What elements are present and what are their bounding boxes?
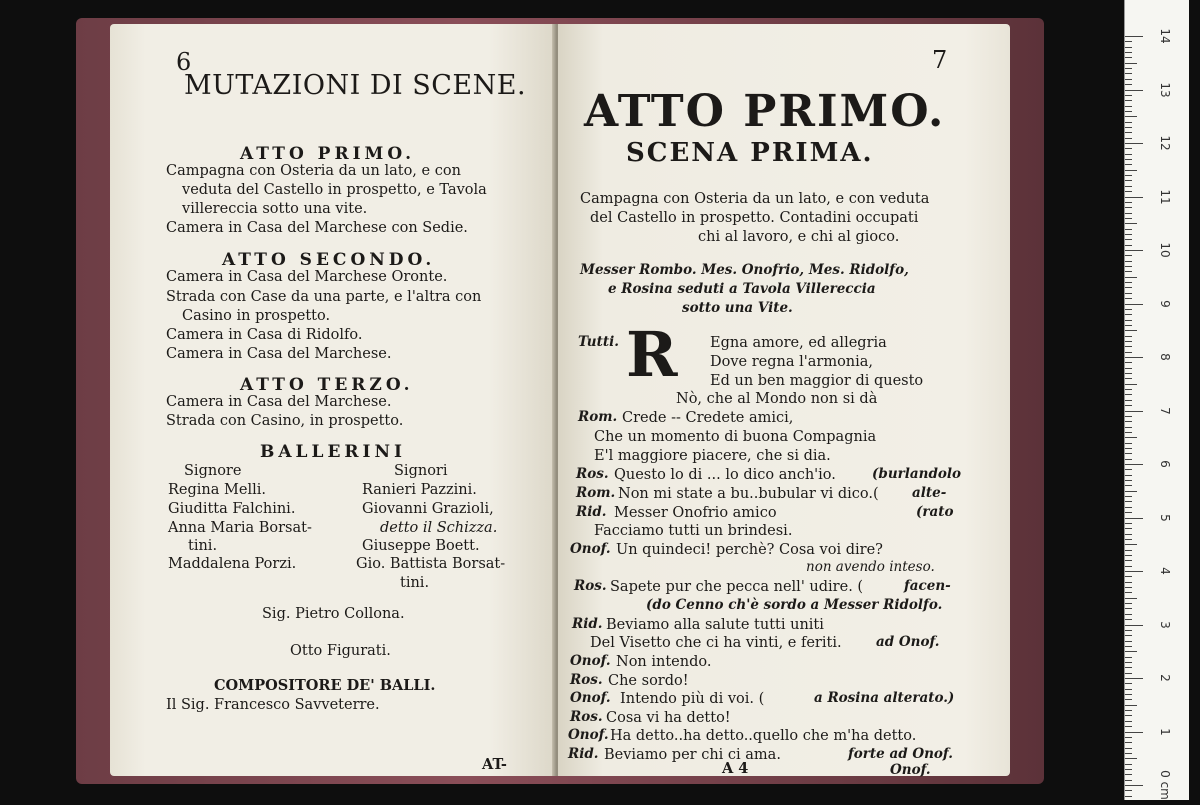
dancer-name: Anna Maria Borsat- — [168, 520, 312, 536]
stage-direction: ad Onof. — [876, 634, 940, 650]
ruler-tick — [1125, 341, 1132, 342]
dancer-name: Giuseppe Boett. — [362, 538, 480, 554]
scene-line: Camera in Casa del Marchese. — [166, 394, 392, 410]
ruler-tick — [1125, 73, 1132, 74]
ruler-tick — [1125, 148, 1132, 149]
ruler-number: 10 — [1158, 242, 1172, 258]
dancer-name: Ranieri Pazzini. — [362, 482, 477, 498]
ruler-tick — [1125, 79, 1132, 80]
ruler-tick — [1125, 443, 1132, 444]
setting-line: Campagna con Osteria da un lato, e con veduta — [580, 191, 930, 207]
ruler-tick — [1125, 678, 1143, 679]
extra-performer: Sig. Pietro Collona. — [262, 606, 405, 622]
ruler-tick — [1125, 245, 1132, 246]
scene-heading: SCENA PRIMA. — [626, 138, 874, 168]
cast-line: Messer Rombo. Mes. Onofrio, Mes. Ridolfo, — [580, 262, 909, 278]
ruler-tick — [1125, 63, 1137, 64]
dancer-name: Maddalena Porzi. — [168, 556, 297, 572]
ruler-tick — [1125, 68, 1132, 69]
ruler-tick — [1125, 100, 1132, 101]
dancer-name: tini. — [188, 538, 218, 554]
scene-line: Camera in Casa del Marchese Oronte. — [166, 269, 448, 285]
ruler-number: 3 — [1158, 620, 1172, 629]
ruler-tick — [1125, 619, 1132, 620]
ruler-tick — [1125, 582, 1132, 583]
ruler-tick — [1125, 683, 1132, 684]
verse-line: Cosa vi ha detto! — [606, 710, 731, 726]
verse-line: Beviamo alla salute tutti uniti — [606, 617, 824, 633]
page-heading: MUTAZIONI DI SCENE. — [184, 70, 527, 101]
ruler-tick — [1125, 330, 1137, 331]
ruler-tick — [1125, 603, 1132, 604]
act-title: ATTO PRIMO. — [240, 144, 416, 164]
verse-line: Intendo più di voi. ( — [620, 691, 765, 707]
scene-line: Camera in Casa del Marchese. — [166, 346, 392, 362]
ruler-tick — [1125, 721, 1132, 722]
ruler-tick — [1125, 732, 1143, 733]
composer-title: COMPOSITORE DE' BALLI. — [214, 677, 436, 694]
ruler-tick — [1125, 475, 1132, 476]
ruler-number: 4 — [1158, 567, 1172, 575]
speaker: Ros. — [576, 466, 609, 482]
ruler-tick — [1125, 138, 1132, 139]
ruler-tick — [1125, 790, 1132, 791]
ruler-tick — [1125, 357, 1143, 358]
ruler-tick — [1125, 737, 1132, 738]
dancer-name: tini. — [400, 575, 430, 591]
right-page — [558, 24, 1010, 776]
ruler-tick — [1125, 41, 1132, 42]
scene-line: Strada con Case da una parte, e l'altra con — [166, 289, 482, 305]
ruler-tick — [1125, 501, 1132, 502]
ruler-tick — [1125, 298, 1132, 299]
speaker: Rom. — [578, 409, 618, 425]
setting-line: del Castello in prospetto. Contadini occupati — [590, 210, 919, 226]
ruler-tick — [1125, 780, 1132, 781]
ruler-tick — [1125, 266, 1132, 267]
ruler-tick — [1125, 389, 1132, 390]
verse-line: Che sordo! — [608, 673, 689, 689]
ballerini-title: BALLERINI — [260, 442, 406, 462]
ruler-number: 1 — [1158, 727, 1172, 736]
verse-line: Facciamo tutti un brindesi. — [594, 523, 793, 539]
ruler-tick — [1125, 47, 1132, 48]
ruler-tick — [1125, 667, 1132, 668]
ruler-tick — [1125, 234, 1132, 235]
speaker: Rid. — [576, 504, 607, 520]
ruler-tick — [1125, 464, 1143, 465]
ruler-tick — [1125, 277, 1137, 278]
speaker: Rid. — [572, 616, 603, 632]
ruler-tick — [1125, 491, 1137, 492]
ruler-tick — [1125, 550, 1132, 551]
ruler-tick — [1125, 239, 1132, 240]
ruler-tick — [1125, 651, 1137, 652]
verse-line: Crede -- Credete amici, — [622, 410, 794, 426]
drop-cap: R — [626, 318, 678, 391]
ruler-tick — [1125, 261, 1132, 262]
ruler-tick — [1125, 159, 1132, 160]
ruler-tick — [1125, 95, 1132, 96]
scene-line: veduta del Castello in prospetto, e Tavola — [182, 182, 487, 198]
ruler-tick — [1125, 411, 1143, 412]
ruler-tick — [1125, 480, 1132, 481]
ruler-tick — [1125, 213, 1132, 214]
ruler-tick — [1125, 36, 1143, 37]
ruler-tick — [1125, 437, 1137, 438]
ruler-number: 9 — [1158, 299, 1172, 308]
ruler-tick — [1125, 180, 1132, 181]
ruler-tick — [1125, 764, 1132, 765]
col-header-women: Signore — [184, 463, 242, 479]
scene-line: Camera in Casa del Marchese con Sedie. — [166, 220, 468, 236]
verse-line: Che un momento di buona Compagnia — [594, 429, 877, 445]
catchword: AT- — [482, 756, 507, 773]
ruler-tick — [1125, 111, 1132, 112]
ruler-tick — [1125, 154, 1132, 155]
ruler-tick — [1125, 592, 1132, 593]
ruler-tick — [1125, 539, 1132, 540]
ruler-tick — [1125, 373, 1132, 374]
ruler-tick — [1125, 742, 1132, 743]
speaker: Ros. — [570, 672, 603, 688]
ruler-tick — [1125, 625, 1143, 626]
ruler-tick — [1125, 662, 1132, 663]
ruler-tick — [1125, 587, 1132, 588]
act-heading: ATTO PRIMO. — [584, 86, 946, 137]
verse-line: Messer Onofrio amico — [614, 505, 777, 521]
speaker: Onof. — [570, 653, 611, 669]
stage-direction: facen- — [904, 578, 951, 594]
ruler-number: 14 — [1158, 28, 1172, 44]
ruler-tick — [1125, 560, 1132, 561]
ruler-tick — [1125, 116, 1137, 117]
ruler-tick — [1125, 304, 1143, 305]
ruler-tick — [1125, 384, 1137, 385]
scene-line: Casino in prospetto. — [182, 308, 331, 324]
ruler-number: 2 — [1158, 674, 1172, 682]
ruler-number: 6 — [1158, 460, 1172, 468]
ruler-tick — [1125, 635, 1132, 636]
ruler-tick — [1125, 207, 1132, 208]
ruler-tick — [1125, 608, 1132, 609]
ruler-tick — [1125, 229, 1132, 230]
ruler-tick — [1125, 432, 1132, 433]
verse-line: Questo lo di ... lo dico anch'io. — [614, 467, 836, 483]
ruler-tick — [1125, 523, 1132, 524]
verse-line: Nò, che al Mondo non si dà — [676, 391, 878, 407]
ruler-tick — [1125, 282, 1132, 283]
ruler-tick — [1125, 362, 1132, 363]
extra-performer: Otto Figurati. — [290, 643, 391, 659]
ruler-tick — [1125, 164, 1132, 165]
ruler-tick — [1125, 84, 1132, 85]
ruler-tick — [1125, 218, 1132, 219]
act-title: ATTO SECONDO. — [222, 250, 436, 270]
ruler-tick — [1125, 271, 1132, 272]
dancer-name: Gio. Battista Borsat- — [356, 556, 506, 572]
ruler-tick — [1125, 748, 1132, 749]
ruler-tick — [1125, 485, 1132, 486]
speaker: Onof. — [568, 727, 609, 743]
speaker: Ros. — [570, 709, 603, 725]
cast-line: e Rosina seduti a Tavola Villereccia — [608, 281, 876, 297]
ruler-tick — [1125, 774, 1132, 775]
ruler-tick — [1125, 534, 1132, 535]
ruler-tick — [1125, 170, 1137, 171]
ruler-tick — [1125, 132, 1132, 133]
verse-line: Beviamo per chi ci ama. — [604, 747, 781, 763]
ruler-tick — [1125, 325, 1132, 326]
setting-line: chi al lavoro, e chi al gioco. — [698, 229, 900, 245]
verse-line: Ha detto..ha detto..quello che m'ha detto. — [610, 728, 917, 744]
ruler-number: 5 — [1158, 513, 1172, 522]
ruler-tick — [1125, 576, 1132, 577]
ruler-tick — [1125, 726, 1132, 727]
verse-line: Ed un ben maggior di questo — [710, 373, 924, 389]
ruler-tick — [1125, 255, 1132, 256]
ruler-tick — [1125, 518, 1143, 519]
ruler-tick — [1125, 785, 1143, 786]
ruler-tick — [1125, 528, 1132, 529]
ruler-tick — [1125, 657, 1132, 658]
page-number: 6 — [176, 48, 192, 76]
ruler-tick — [1125, 336, 1132, 337]
ruler-tick — [1125, 416, 1132, 417]
ruler-tick — [1125, 400, 1132, 401]
ruler-tick — [1125, 143, 1143, 144]
ruler-tick — [1125, 223, 1137, 224]
ruler-tick — [1125, 459, 1132, 460]
catchword: Onof. — [890, 762, 931, 778]
ruler-tick — [1125, 614, 1132, 615]
ruler-tick — [1125, 250, 1143, 251]
stage-direction: (rato — [916, 504, 954, 520]
ruler-tick — [1125, 122, 1132, 123]
ruler-tick — [1125, 427, 1132, 428]
ruler-tick — [1125, 555, 1132, 556]
ruler-tick — [1125, 453, 1132, 454]
ruler-tick — [1125, 673, 1132, 674]
ruler-tick — [1125, 598, 1137, 599]
speaker: Onof. — [570, 541, 611, 557]
scene-line: Camera in Casa di Ridolfo. — [166, 327, 363, 343]
cast-line: sotto una Vite. — [682, 300, 793, 316]
verse-line: E'l maggiore piacere, che si dia. — [594, 448, 831, 464]
scene-line: Strada con Casino, in prospetto. — [166, 413, 404, 429]
speaker: Onof. — [570, 690, 611, 706]
ruler-tick — [1125, 448, 1132, 449]
ruler-number: 7 — [1158, 406, 1172, 415]
ruler-tick — [1125, 57, 1132, 58]
ruler-tick — [1125, 544, 1137, 545]
ruler-tick — [1125, 368, 1132, 369]
scene-line: Campagna con Osteria da un lato, e con — [166, 163, 461, 179]
ruler-tick — [1125, 769, 1132, 770]
verse-line: Del Visetto che ci ha vinti, e feriti. — [590, 635, 842, 651]
ruler-tick — [1125, 378, 1132, 379]
ruler-tick — [1125, 309, 1132, 310]
stage-direction: (burlandolo — [872, 466, 962, 482]
verse-line: Dove regna l'armonia, — [710, 354, 874, 370]
ruler-number: 11 — [1158, 188, 1172, 205]
ruler-tick — [1125, 394, 1132, 395]
ruler-tick — [1125, 571, 1143, 572]
dancer-name: detto il Schizza. — [380, 520, 498, 536]
ruler-tick — [1125, 705, 1137, 706]
ruler-tick — [1125, 175, 1132, 176]
ruler-tick — [1125, 710, 1132, 711]
ruler-tick — [1125, 197, 1143, 198]
ruler-number: 13 — [1158, 81, 1172, 98]
ruler-tick — [1125, 52, 1132, 53]
left-page — [110, 24, 556, 776]
stage-direction: forte ad Onof. — [848, 746, 953, 762]
col-header-men: Signori — [394, 463, 448, 479]
stage-direction: alte- — [912, 485, 947, 501]
act-title: ATTO TERZO. — [240, 375, 414, 395]
ruler-tick — [1125, 496, 1132, 497]
ruler-tick — [1125, 689, 1132, 690]
measurement-ruler — [1124, 0, 1189, 800]
stage-direction: a Rosina alterato.) — [814, 690, 955, 706]
ruler-tick — [1125, 127, 1132, 128]
verse-line: Sapete pur che pecca nell' udire. ( — [610, 579, 864, 595]
ruler-tick — [1125, 106, 1132, 107]
stage-direction: (do Cenno ch'è sordo a Messer Ridolfo. — [646, 597, 943, 613]
ruler-tick — [1125, 758, 1137, 759]
verse-line: Egna amore, ed allegria — [710, 335, 887, 351]
ruler-tick — [1125, 346, 1132, 347]
ruler-tick — [1125, 566, 1132, 567]
ruler-number: 0 cm — [1158, 770, 1172, 800]
ruler-tick — [1125, 352, 1132, 353]
page-number: 7 — [932, 46, 948, 74]
ruler-tick — [1125, 287, 1132, 288]
ruler-tick — [1125, 90, 1143, 91]
ruler-tick — [1125, 293, 1132, 294]
ruler-tick — [1125, 630, 1132, 631]
verse-line: Non intendo. — [616, 654, 712, 670]
speaker: Tutti. — [578, 334, 619, 350]
scene-line: villereccia sotto una vite. — [182, 201, 368, 217]
verse-line: Non mi state a bu..bubular vi dico.( — [618, 486, 879, 502]
composer-name: Il Sig. Francesco Savveterre. — [166, 697, 380, 713]
ruler-tick — [1125, 186, 1132, 187]
stage-direction: non avendo inteso. — [806, 559, 935, 575]
ruler-tick — [1125, 314, 1132, 315]
dancer-name: Giuditta Falchini. — [168, 501, 296, 517]
ruler-tick — [1125, 469, 1132, 470]
ruler-tick — [1125, 512, 1132, 513]
ruler-number: 8 — [1158, 353, 1172, 361]
ruler-tick — [1125, 191, 1132, 192]
ruler-tick — [1125, 641, 1132, 642]
dancer-name: Regina Melli. — [168, 482, 266, 498]
ruler-tick — [1125, 694, 1132, 695]
verse-line: Un quindeci! perchè? Cosa voi dire? — [616, 542, 883, 558]
signature-mark: A 4 — [722, 760, 749, 777]
ruler-tick — [1125, 320, 1132, 321]
ruler-tick — [1125, 507, 1132, 508]
ruler-tick — [1125, 796, 1132, 797]
ruler-tick — [1125, 699, 1132, 700]
dancer-name: Giovanni Grazioli, — [362, 501, 494, 517]
speaker: Ros. — [574, 578, 607, 594]
ruler-tick — [1125, 421, 1132, 422]
ruler-tick — [1125, 202, 1132, 203]
ruler-tick — [1125, 646, 1132, 647]
ruler-tick — [1125, 405, 1132, 406]
ruler-tick — [1125, 753, 1132, 754]
ruler-tick — [1125, 715, 1132, 716]
speaker: Rid. — [568, 746, 599, 762]
speaker: Rom. — [576, 485, 616, 501]
ruler-number: 12 — [1158, 135, 1172, 151]
